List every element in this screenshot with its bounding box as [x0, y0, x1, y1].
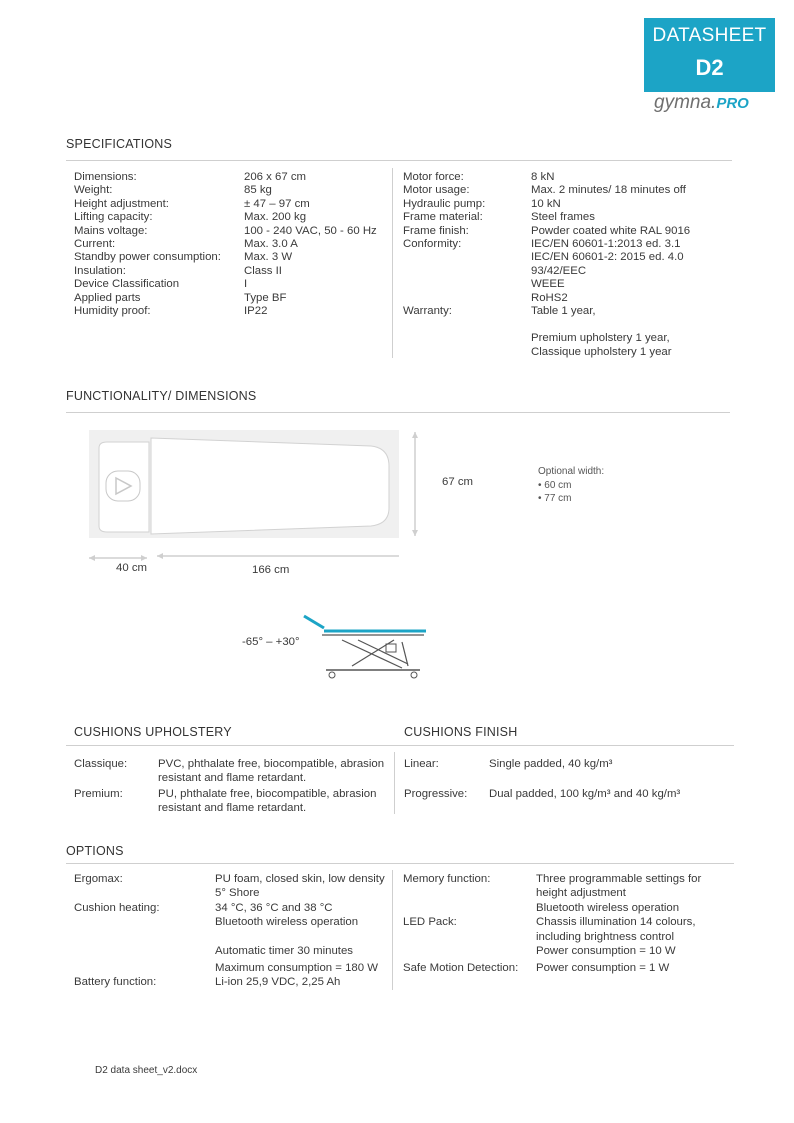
spec-row [74, 265, 390, 278]
upholstery-classique-key: Classique: [74, 758, 128, 770]
spec-row [74, 171, 390, 184]
body-length-label: 166 cm [252, 564, 290, 576]
upholstery-premium-value: PU, phthalate free, biocompatible, abrasion [158, 788, 377, 800]
spec-row [74, 292, 390, 305]
spec-row [403, 171, 733, 184]
optional-width-item: • 77 cm [538, 493, 572, 504]
spec-value: Max. 200 kg [244, 211, 307, 224]
spec-value: Steel frames [531, 211, 595, 224]
spec-key [403, 251, 531, 264]
option-ergomax-value: PU foam, closed skin, low density [215, 873, 385, 885]
spec-key: Applied parts [74, 291, 141, 304]
spec-value: I [244, 278, 248, 291]
spec-key: Frame material: [403, 211, 483, 224]
option-heating-value: 34 °C, 36 °C and 38 °C [215, 902, 333, 914]
upholstery-title: CUSHIONS UPHOLSTERY [74, 725, 232, 739]
spec-key: Mains voltage: [74, 224, 148, 237]
spec-key: Conformity: [403, 238, 462, 251]
spec-key: Weight: [74, 184, 113, 197]
option-led-value2: including brightness control [536, 931, 675, 943]
finish-linear-key: Linear: [404, 758, 439, 770]
table-side-view-illustration [298, 610, 438, 682]
option-safe-motion-key: Safe Motion Detection: [403, 962, 519, 974]
spec-value: Class II [244, 264, 282, 277]
cushions-rule [66, 745, 734, 746]
cushions-divider [394, 752, 395, 814]
spec-value: IEC/EN 60601-1:2013 ed. 3.1 [531, 238, 681, 251]
functionality-title: FUNCTIONALITY/ DIMENSIONS [66, 389, 257, 403]
option-heating-key: Cushion heating: [74, 902, 160, 914]
spec-value: Max. 3 W [244, 251, 293, 264]
spec-row [74, 225, 390, 238]
spec-row [403, 198, 733, 211]
spec-row [74, 184, 390, 197]
spec-value: 100 - 240 VAC, 50 - 60 Hz [244, 224, 377, 237]
upholstery-classique-value: PVC, phthalate free, biocompatible, abrasion [158, 758, 385, 770]
spec-value: 10 kN [531, 197, 561, 210]
upholstery-premium-value2: resistant and flame retardant. [158, 802, 307, 814]
spec-value: 85 kg [244, 184, 272, 197]
spec-value: Type BF [244, 291, 287, 304]
warranty-premium: Premium upholstery 1 year, [531, 332, 670, 344]
spec-key: Current: [74, 238, 116, 251]
upholstery-classique-value2: resistant and flame retardant. [158, 772, 307, 784]
options-title: OPTIONS [66, 844, 124, 858]
brand-pro: PRO [716, 95, 749, 112]
finish-title: CUSHIONS FINISH [404, 725, 518, 739]
specifications-title: SPECIFICATIONS [66, 137, 173, 151]
spec-row [74, 211, 390, 224]
spec-key: Humidity proof: [74, 305, 151, 318]
options-rule [66, 863, 734, 864]
functionality-rule [66, 412, 730, 413]
spec-key: Motor force: [403, 171, 464, 183]
spec-row [403, 265, 733, 278]
option-memory-value2: height adjustment [536, 887, 626, 899]
finish-progressive-key: Progressive: [404, 788, 468, 800]
datasheet-badge [644, 18, 775, 92]
brand-main: gymna. [654, 92, 717, 113]
spec-row [403, 305, 733, 318]
finish-progressive-value: Dual padded, 100 kg/m³ and 40 kg/m³ [489, 788, 681, 800]
spec-row [403, 238, 733, 251]
spec-value: 206 x 67 cm [244, 171, 307, 183]
width-dimension-label: 67 cm [442, 476, 474, 488]
option-battery-value: Li-ion 25,9 VDC, 2,25 Ah [215, 976, 341, 988]
spec-key: Motor usage: [403, 184, 470, 197]
spec-value: 93/42/EEC [531, 264, 587, 277]
spec-key: Insulation: [74, 264, 126, 277]
specifications-divider [392, 168, 393, 358]
spec-row [74, 305, 390, 318]
spec-value: IP22 [244, 305, 268, 318]
spec-row [403, 251, 733, 264]
option-ergomax-key: Ergomax: [74, 873, 123, 885]
optional-width-item: • 60 cm [538, 480, 572, 491]
optional-width-60: 60 cm [544, 480, 572, 491]
spec-row [74, 238, 390, 251]
tilt-angle-label: -65° – +30° [242, 636, 300, 648]
spec-key [403, 278, 531, 291]
options-divider [392, 870, 393, 990]
spec-row [403, 184, 733, 197]
spec-row [74, 251, 390, 264]
option-battery-key: Battery function: [74, 976, 157, 988]
spec-value: Max. 2 minutes/ 18 minutes off [531, 184, 686, 197]
badge-title: DATASHEET [652, 25, 767, 46]
spec-key: Frame finish: [403, 224, 469, 237]
spec-row [403, 292, 733, 305]
spec-value: Powder coated white RAL 9016 [531, 224, 691, 237]
spec-row [403, 278, 733, 291]
option-ergomax-value2: 5° Shore [215, 887, 260, 899]
spec-key: Height adjustment: [74, 197, 169, 210]
option-safe-motion-value: Power consumption = 1 W [536, 962, 670, 974]
specifications-rule [66, 160, 732, 161]
spec-value: RoHS2 [531, 291, 568, 304]
optional-width-title: Optional width: [538, 466, 605, 477]
spec-value: Max. 3.0 A [244, 238, 298, 251]
badge-model: D2 [695, 55, 724, 80]
spec-value: IEC/EN 60601-2: 2015 ed. 4.0 [531, 251, 684, 264]
finish-linear-value: Single padded, 40 kg/m³ [489, 758, 613, 770]
footer-filename: D2 data sheet_v2.docx [95, 1065, 198, 1076]
specifications-left-list [74, 171, 390, 318]
option-heating-value4: Maximum consumption = 180 W [215, 962, 379, 974]
optional-width-77: 77 cm [544, 493, 572, 504]
option-heating-value2: Bluetooth wireless operation [215, 916, 359, 928]
spec-key: Standby power consumption: [74, 251, 221, 264]
head-length-label: 40 cm [116, 562, 148, 574]
spec-key: Dimensions: [74, 171, 137, 183]
spec-key: Warranty: [403, 305, 452, 318]
option-led-value: Chassis illumination 14 colours, [536, 916, 696, 928]
spec-key: Hydraulic pump: [403, 197, 486, 210]
option-led-key: LED Pack: [403, 916, 457, 928]
spec-value: ± 47 – 97 cm [244, 197, 310, 210]
spec-value: WEEE [531, 278, 565, 291]
spec-value: Table 1 year, [531, 305, 596, 318]
spec-value: 8 kN [531, 171, 555, 183]
option-led-value3: Power consumption = 10 W [536, 945, 676, 957]
spec-row [403, 225, 733, 238]
spec-key [403, 292, 531, 305]
brand-logo [654, 92, 749, 114]
spec-row [74, 198, 390, 211]
option-heating-value3: Automatic timer 30 minutes [215, 945, 354, 957]
option-memory-value3: Bluetooth wireless operation [536, 902, 680, 914]
spec-key: Lifting capacity: [74, 211, 153, 224]
option-memory-key: Memory function: [403, 873, 491, 885]
specifications-right-list [403, 171, 733, 318]
spec-row [74, 278, 390, 291]
warranty-classique: Classique upholstery 1 year [531, 346, 672, 358]
spec-row [403, 211, 733, 224]
spec-key [403, 265, 531, 278]
spec-key: Device Classification [74, 278, 180, 291]
upholstery-premium-key: Premium: [74, 788, 123, 800]
option-memory-value: Three programmable settings for [536, 873, 702, 885]
